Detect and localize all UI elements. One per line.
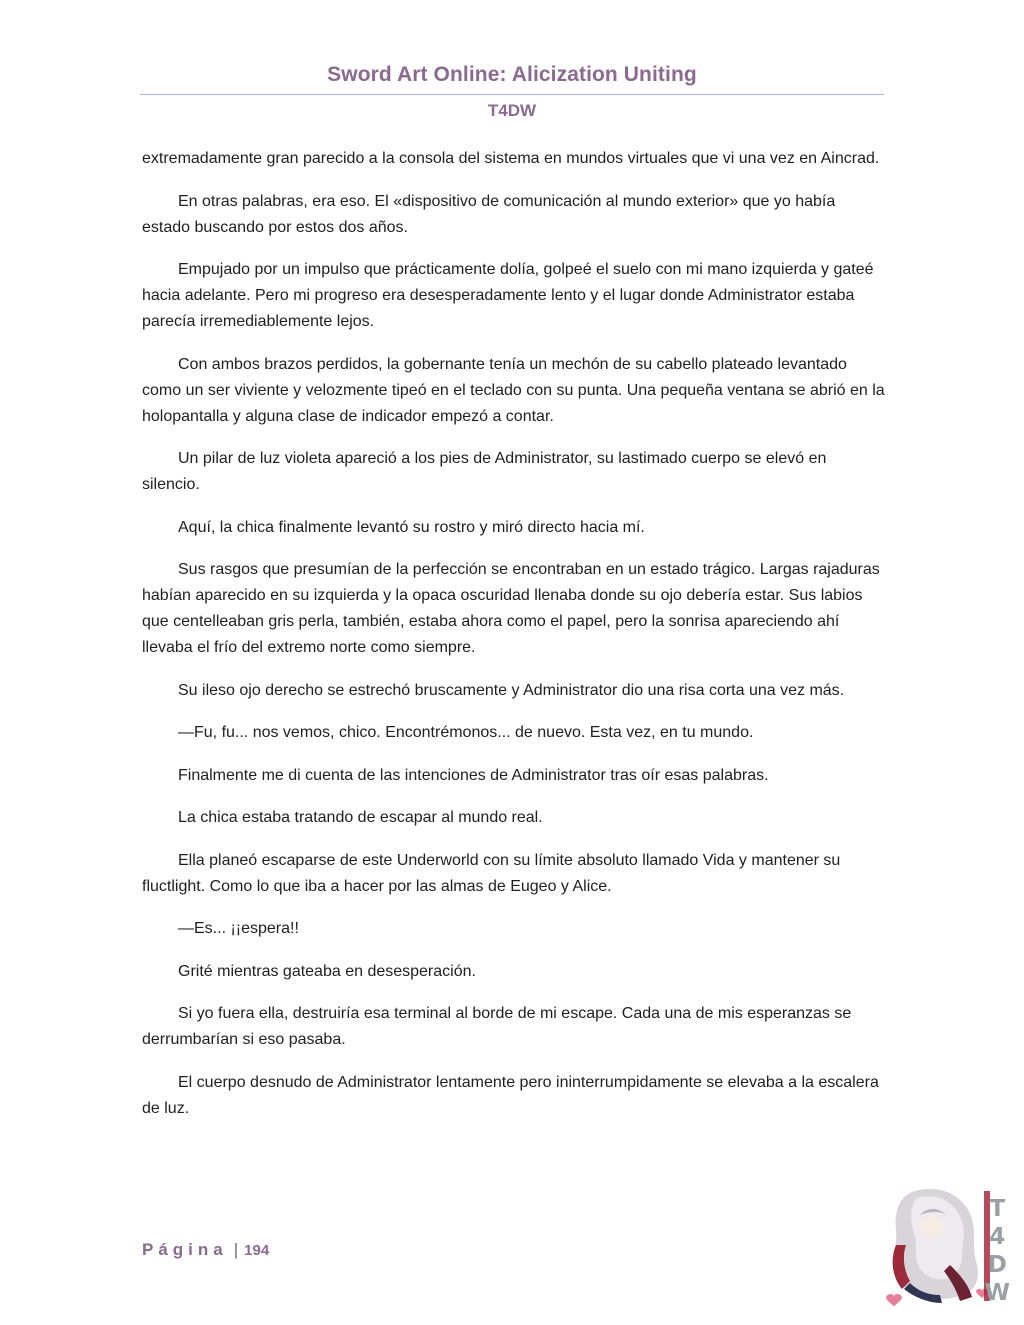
paragraph: Su ileso ojo derecho se estrechó bruscamente y Administrator dio una risa corta una vez más. <box>178 681 845 699</box>
logo-letter: 4 <box>989 1224 1006 1250</box>
logo-letter: W <box>984 1280 1010 1306</box>
header-divider <box>140 94 884 95</box>
page-header <box>140 58 884 123</box>
chapter-body <box>142 146 886 1138</box>
logo-letters <box>985 1195 1010 1307</box>
page-number: 194 <box>244 1242 270 1259</box>
logo-letter: T <box>989 1196 1006 1222</box>
footer-separator: | <box>233 1240 239 1259</box>
paragraph: Sus rasgos que presumían de la perfección se encontraban en un estado trágico. Largas rajaduras habían aparecido en su izquierda y la opaca oscuridad llenaba donde su ojo debería estar. Sus labios que centelleaban gris perla, también, estaba ahora como el papel, pero la sonrisa apareciendo ahí llevaba el frío del extremo norte como siempre. <box>142 561 880 656</box>
paragraph: Aquí, la chica finalmente levantó su rostro y miró directo hacia mí. <box>178 518 645 536</box>
anime-character-logo-icon <box>880 1185 1018 1310</box>
paragraph: extremadamente gran parecido a la consola del sistema en mundos virtuales que vi una vez en Aincrad. <box>142 150 880 167</box>
paragraph: —Es... ¡¡espera!! <box>178 920 299 937</box>
paragraph: Ella planeó escaparse de este Underworld con su límite absoluto llamado Vida y mantener su fluctlight. Como lo que iba a hacer por las almas de Eugeo y Alice. <box>142 851 841 895</box>
paragraph: La chica estaba tratando de escapar al mundo real. <box>178 809 543 826</box>
paragraph: Con ambos brazos perdidos, la gobernante tenía un mechón de su cabello plateado levantado como un ser viviente y velozmente tipeó en el teclado con su punta. Una pequeña ventana se abrió en la holopantalla y alguna clase de indicador empezó a contar. <box>142 355 885 425</box>
page-label: Página <box>142 1240 228 1259</box>
paragraph: —Fu, fu... nos vemos, chico. Encontrémonos... de nuevo. Esta vez, en tu mundo. <box>178 724 754 741</box>
paragraph: El cuerpo desnudo de Administrator lentamente pero ininterrumpidamente se elevaba a la escalera de luz. <box>142 1073 879 1117</box>
paragraph: Si yo fuera ella, destruiría esa terminal al borde de mi escape. Cada una de mis esperanzas se derrumbarían si eso pasaba. <box>142 1005 852 1048</box>
translator-credit: T4DW <box>487 101 537 120</box>
paragraph: Grité mientras gateaba en desesperación. <box>178 962 476 980</box>
book-title: Sword Art Online: Alicization Uniting <box>327 63 697 86</box>
paragraph: Un pilar de luz violeta apareció a los pies de Administrator, su lastimado cuerpo se elevó en silencio. <box>142 450 827 493</box>
paragraph: En otras palabras, era eso. El «dispositivo de comunicación al mundo exterior» que yo había estado buscando por estos dos años. <box>142 192 836 236</box>
page-footer <box>142 1240 269 1260</box>
paragraph: Empujado por un impulso que prácticamente dolía, golpeé el suelo con mi mano izquierda y gateé hacia adelante. Pero mi progreso era desesperadamente lento y el lugar donde Administrator estaba parecía irremediablemente lejos. <box>142 261 874 330</box>
logo-letter: D <box>987 1252 1007 1278</box>
paragraph: Finalmente me di cuenta de las intenciones de Administrator tras oír esas palabras. <box>178 766 769 784</box>
